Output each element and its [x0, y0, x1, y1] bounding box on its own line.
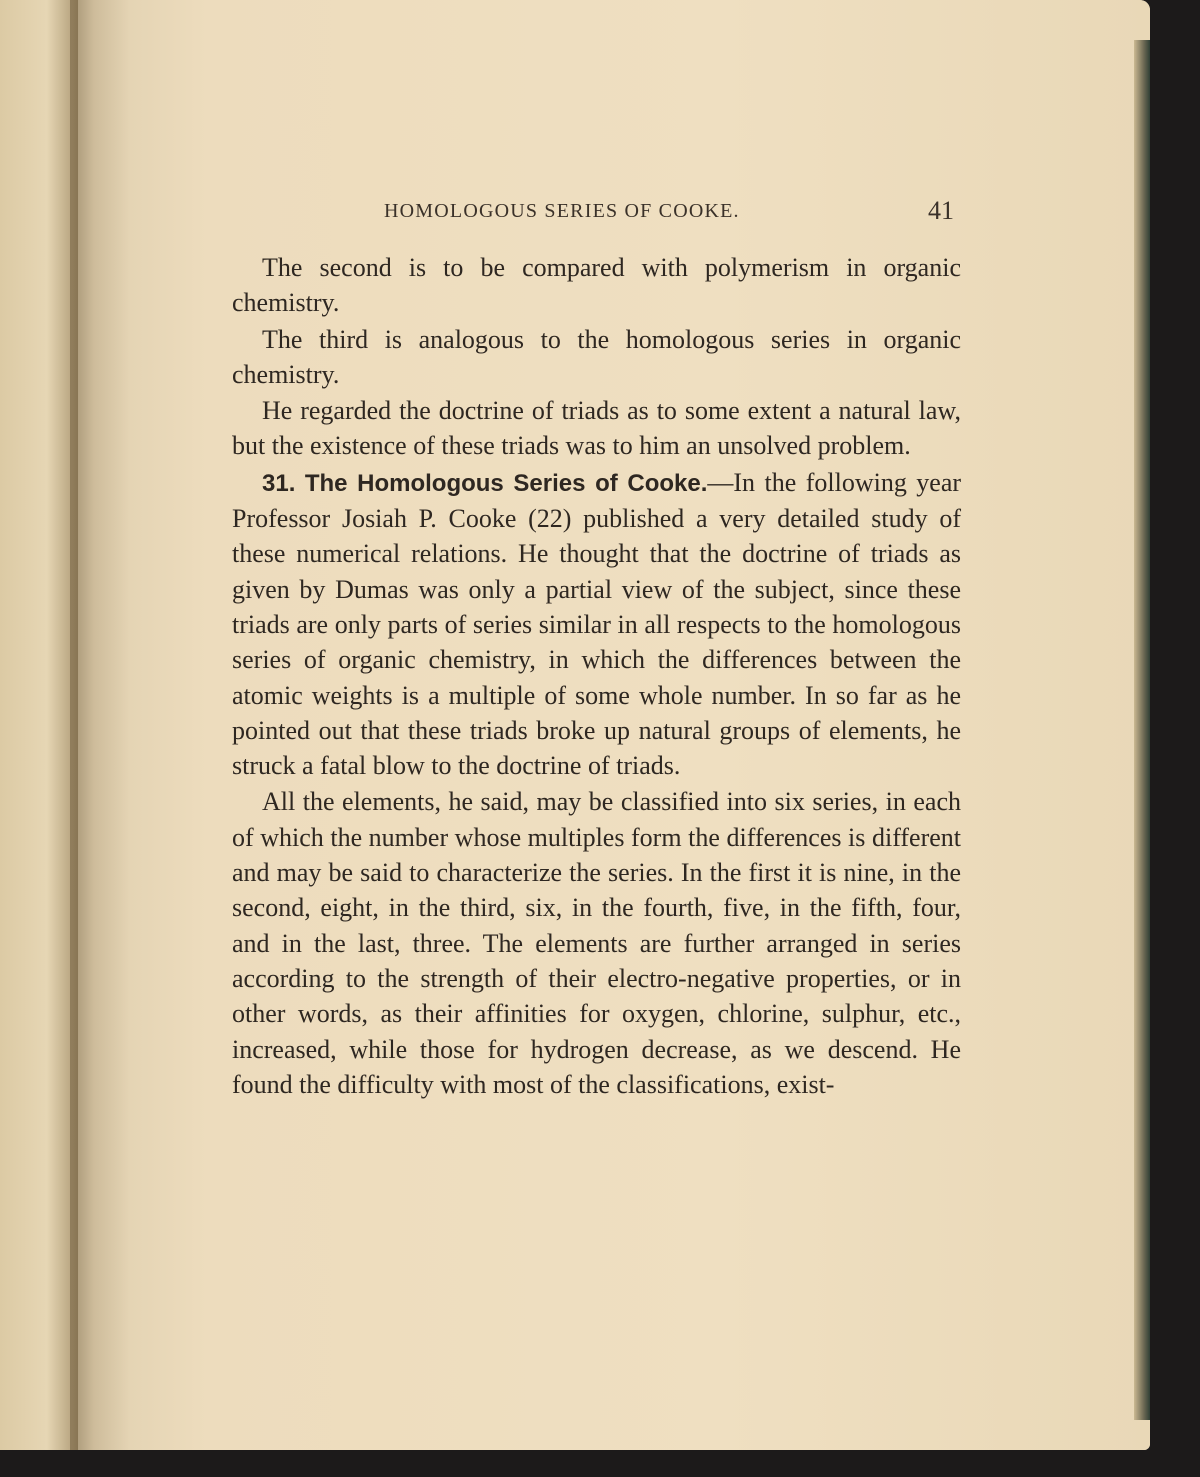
section-text: —In the following year Professor Josiah P. Cooke (22) published a very detailed study of these numerical relations. He thought that the doctrine of triads as given by Dumas was only a partial view of the subject, since these triads are only parts of series similar in all respects to the homologous series of organic chemistry, in which the differences between the atomic weights is a multiple of some whole number. In so far as he pointed out that these triads broke up natural groups of elements, he struck a fatal blow to the doctrine of triads.: [232, 467, 962, 781]
paragraph: The second is to be compared with polymerism in organic chemistry.: [232, 253, 961, 318]
page-header: [0, 196, 1200, 232]
paragraph: He regarded the doctrine of triads as to some extent a natural law, but the existence of these triads was to him an unsolved problem.: [232, 396, 961, 461]
page-number: 41: [928, 196, 954, 225]
paragraph: The third is analogous to the homologous series in organic chemistry.: [232, 324, 961, 389]
paragraph: All the elements, he said, may be classified into six series, in each of which the number whose multiples form the differences is different and may be said to characterize the series. In the first it is nine, in the second, eight, in the third, six, in the fourth, five, in the fifth, four, and in the last, three. The elements are further arranged in series according to the strength of their electro-negative properties, or in other words, as their affinities for oxygen, chlorine, sulphur, etc., increased, while those for hydrogen decrease, as we descend. He found the difficulty with most of the classifications, exist-: [232, 787, 961, 1099]
book-cover-edge: [1134, 40, 1150, 1420]
running-head: HOMOLOGOUS SERIES OF COOKE.: [384, 200, 740, 222]
section-paragraph: [232, 465, 961, 784]
section-number: 31.: [262, 469, 296, 497]
section-title: The Homologous Series of Cooke.: [304, 469, 708, 497]
body-text: [232, 250, 961, 1103]
